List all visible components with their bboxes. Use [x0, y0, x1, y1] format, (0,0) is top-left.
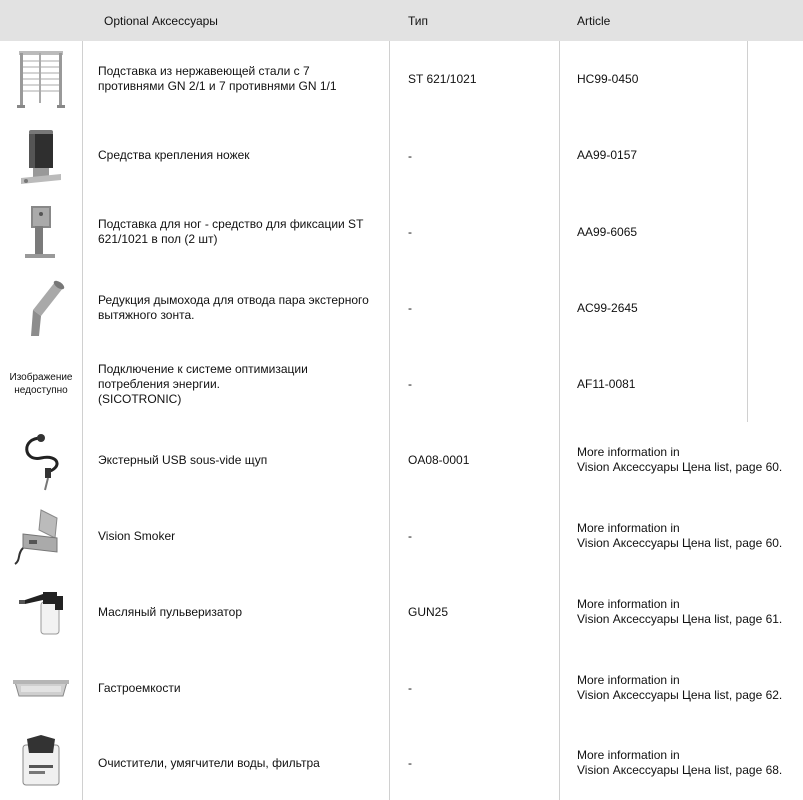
- product-image-stand: [0, 41, 83, 117]
- table-row: [0, 346, 803, 423]
- table-row: [0, 194, 803, 271]
- header-optional-accessories: Optional Аксессуары: [104, 14, 218, 28]
- product-image-leg-fixing: [0, 117, 83, 194]
- image-unavailable-placeholder: [0, 346, 83, 422]
- product-image-cleaners: [0, 726, 83, 800]
- row-description: Гастроемкости: [83, 650, 390, 726]
- row-type: -: [390, 498, 560, 574]
- row-description: Подставка из нержавеющей стали с 7 противнями GN 2/1 и 7 противнями GN 1/1: [83, 41, 390, 117]
- row-article: More information in Vision Аксессуары Цена list, page 68.: [577, 748, 783, 777]
- table-row: [0, 726, 803, 800]
- table-row: [0, 117, 803, 195]
- row-description: Средства крепления ножек: [83, 117, 390, 194]
- product-image-foot-bracket: [0, 194, 83, 270]
- row-type: -: [390, 194, 560, 270]
- table-header: [0, 0, 803, 41]
- image-unavailable-text: Изображение недоступно: [9, 372, 73, 396]
- product-image-chimney-reduction: [0, 270, 83, 346]
- product-image-usb-probe: [0, 422, 83, 498]
- row-type: ST 621/1021: [390, 41, 560, 117]
- row-description: Масляный пульверизатор: [83, 574, 390, 650]
- row-article: HC99-0450: [560, 41, 748, 117]
- row-article: AC99-2645: [560, 270, 748, 346]
- row-article: AA99-0157: [560, 117, 748, 194]
- row-type: -: [390, 726, 560, 800]
- header-article: Article: [577, 14, 611, 28]
- row-description: Подставка для ног - средство для фиксации ST 621/1021 в пол (2 шт): [83, 194, 390, 270]
- row-article: More information in Vision Аксессуары Цена list, page 60.: [577, 521, 783, 550]
- row-article: AF11-0081: [560, 346, 748, 422]
- table-row: [0, 270, 803, 347]
- header-type: Тип: [408, 14, 429, 28]
- row-description: Редукция дымохода для отвода пара экстерного вытяжного зонта.: [83, 270, 390, 346]
- product-image-gastronorm-container: [0, 650, 83, 726]
- row-description: Экстерный USB sous-vide щуп: [83, 422, 390, 498]
- table-row: [0, 422, 803, 499]
- row-article: More information in Vision Аксессуары Цена list, page 61.: [577, 597, 783, 626]
- row-article: AA99-6065: [560, 194, 748, 270]
- row-type: -: [390, 346, 560, 422]
- table-row: [0, 574, 803, 651]
- row-type: -: [390, 117, 560, 194]
- row-type: -: [390, 650, 560, 726]
- table-row: [0, 650, 803, 727]
- row-type: -: [390, 270, 560, 346]
- product-image-smoker: [0, 498, 83, 574]
- row-article: More information in Vision Аксессуары Цена list, page 62.: [577, 673, 783, 702]
- row-description: Vision Smoker: [83, 498, 390, 574]
- table-row: [0, 498, 803, 575]
- table-row: [0, 41, 803, 118]
- row-type: OA08-0001: [390, 422, 560, 498]
- row-article: More information in Vision Аксессуары Цена list, page 60.: [577, 445, 783, 474]
- row-type: GUN25: [390, 574, 560, 650]
- row-description: Очистители, умягчители воды, фильтра: [83, 726, 390, 800]
- row-description: Подключение к системе оптимизации потребления энергии. (SICOTRONIC): [83, 346, 390, 422]
- product-image-oil-sprayer: [0, 574, 83, 650]
